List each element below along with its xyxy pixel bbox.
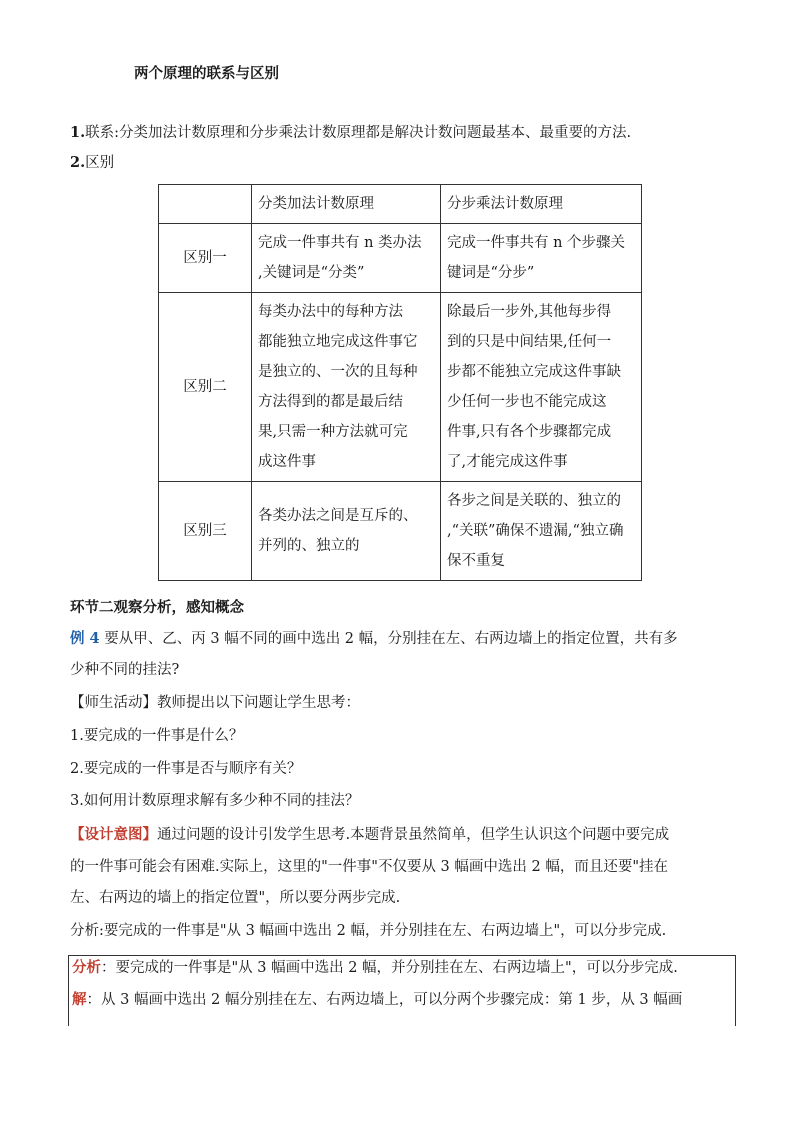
- cell-line: 果,只需一种方法就可完: [258, 424, 408, 440]
- cell-line: ,“关联”确保不遗漏,“独立确: [447, 523, 624, 539]
- teacher-activity: 【师生活动】教师提出以下问题让学生思考：: [70, 695, 360, 711]
- analysis-paragraph: 分析:要完成的一件事是"从 3 幅画中选出 2 幅，并分别挂在左、右两边墙上"，可以分步完成.: [70, 923, 667, 939]
- solution-text: ：从 3 幅画中选出 2 幅分别挂在左、右两边墙上，可以分两个步骤完成：第 1 步，从 3 幅画: [86, 992, 683, 1008]
- cell-line: 完成一件事共有 n 类办法: [258, 235, 422, 251]
- table-cell: [252, 482, 441, 581]
- cell-line: 步都不能独立完成这件事缺: [447, 364, 621, 380]
- cell-line: 各步之间是关联的、独立的: [447, 493, 621, 509]
- comparison-table: [158, 184, 642, 581]
- item-number: 1.: [70, 124, 86, 141]
- question-1: 1.要完成的一件事是什么？: [70, 728, 244, 744]
- table-cell: [252, 293, 441, 482]
- analysis-tag: 分析: [72, 959, 101, 976]
- design-intent-line-3: 左、右两边的墙上的指定位置"，所以要分两步完成.: [70, 890, 401, 906]
- cell-line: 都能独立地完成这件事它: [258, 334, 418, 350]
- row-label: 区别一: [159, 224, 252, 293]
- cell-line: 成这件事: [258, 454, 316, 470]
- section-heading: 两个原理的联系与区别: [134, 65, 279, 82]
- example-line-1: [70, 629, 678, 649]
- cell-line: 了,才能完成这件事: [447, 454, 568, 470]
- example-line-2: 少种不同的挂法?: [70, 662, 180, 678]
- design-intent-line-1: [70, 825, 669, 845]
- cell-line: 到的只是中间结果,任何一: [447, 334, 612, 350]
- table-header-row: [159, 185, 642, 224]
- table-cell: [441, 482, 642, 581]
- analysis-text: ：要完成的一件事是"从 3 幅画中选出 2 幅，并分别挂在左、右两边墙上"，可以分步完成.: [101, 960, 678, 976]
- question-3: 3.如何用计数原理求解有多少种不同的挂法？: [70, 793, 360, 809]
- row-label: 区别二: [159, 293, 252, 482]
- design-intent-tag: 【设计意图】: [70, 826, 157, 843]
- cell-line: 每类办法中的每种方法: [258, 304, 403, 320]
- cell-line: 保不重复: [447, 553, 505, 569]
- item-text: 区别: [85, 155, 115, 171]
- item-number: 2.: [70, 154, 86, 171]
- cell-line: 键词是“分步”: [447, 265, 535, 281]
- box-solution-line: [72, 990, 682, 1010]
- table-row: [159, 293, 642, 482]
- example-label: 例 4: [70, 630, 100, 647]
- table-row: [159, 482, 642, 581]
- table-header-cell: [159, 185, 252, 224]
- cell-line: 少任何一步也不能完成这: [447, 394, 607, 410]
- row-label: 区别三: [159, 482, 252, 581]
- example-text: 要从甲、乙、丙 3 幅不同的画中选出 2 幅，分别挂在左、右两边墙上的指定位置，共有多: [99, 631, 678, 647]
- question-2: 2.要完成的一件事是否与顺序有关？: [70, 761, 302, 777]
- item-difference: [70, 153, 114, 173]
- cell-line: ,关键词是“分类”: [258, 265, 365, 281]
- cell-line: 件事,只有各个步骤都完成: [447, 424, 612, 440]
- section-title: 环节二观察分析，感知概念: [70, 599, 244, 616]
- table-cell: [252, 224, 441, 293]
- table-header-cell: 分步乘法计数原理: [441, 185, 642, 224]
- design-intent-line-2: 的一件事可能会有困难.实际上，这里的"一件事"不仅要从 3 幅画中选出 2 幅，而且还要"挂在: [70, 859, 669, 875]
- cell-line: 方法得到的都是最后结: [258, 394, 403, 410]
- solution-tag: 解: [72, 991, 87, 1008]
- table-cell: [441, 293, 642, 482]
- cell-line: 完成一件事共有 n 个步骤关: [447, 235, 626, 251]
- table-row: [159, 224, 642, 293]
- cell-line: 是独立的、一次的且每种: [258, 364, 418, 380]
- item-contact: [70, 123, 631, 143]
- table-cell: [441, 224, 642, 293]
- item-text: 联系:分类加法计数原理和分步乘法计数原理都是解决计数问题最基本、最重要的方法.: [85, 125, 632, 141]
- design-intent-text: 通过问题的设计引发学生思考.本题背景虽然简单，但学生认识这个问题中要完成: [157, 827, 670, 843]
- cell-line: 各类办法之间是互斥的、: [258, 508, 418, 524]
- cell-line: 并列的、独立的: [258, 538, 360, 554]
- cell-line: 除最后一步外,其他每步得: [447, 304, 612, 320]
- box-analysis-line: [72, 958, 678, 978]
- table-header-cell: 分类加法计数原理: [252, 185, 441, 224]
